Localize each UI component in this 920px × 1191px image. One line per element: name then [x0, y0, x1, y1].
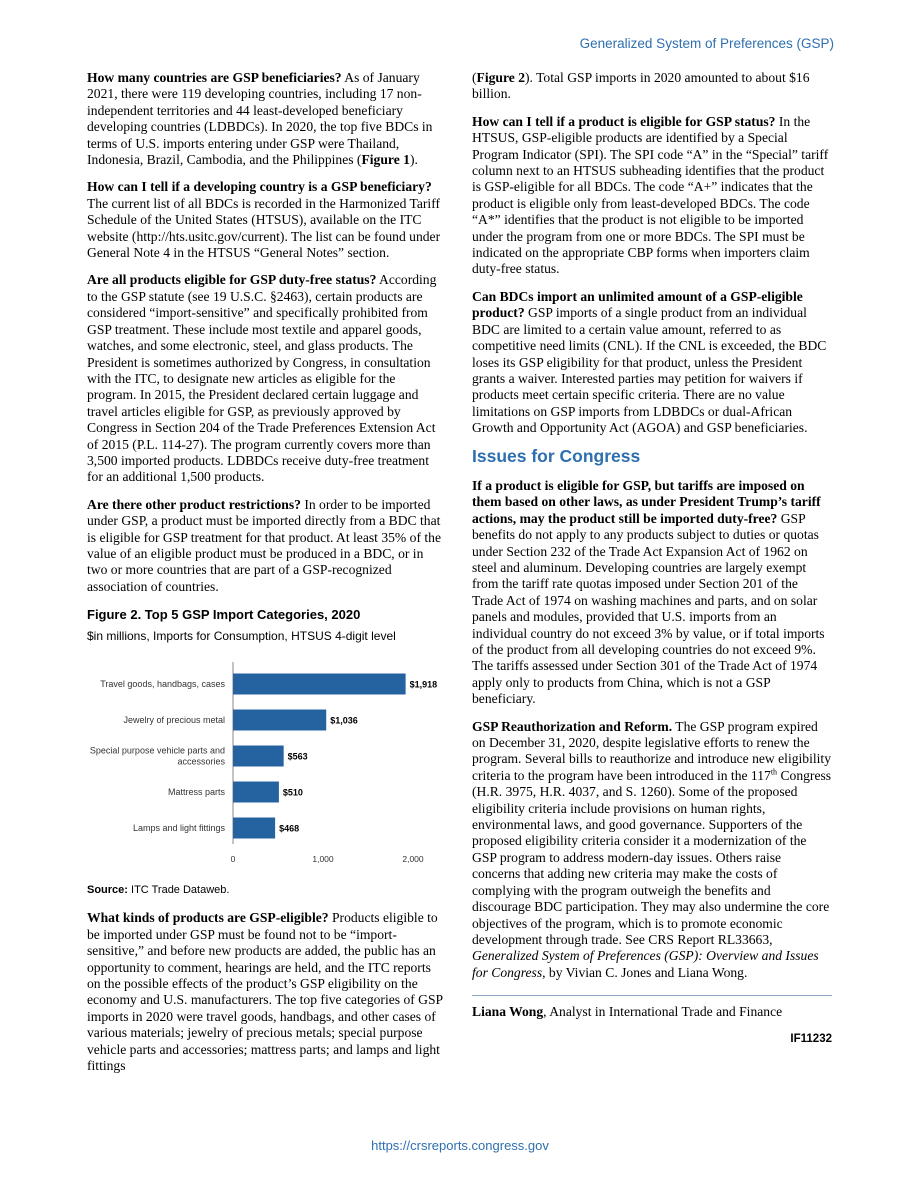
answer: GSP imports of a single product from an individual BDC are limited to a certain value amount, referred to as competitive need limits (CNL). If the CNL is exceeded, the BDC loses its GSP eligibility for that product, unless the President grants a waiver. Interested parties may petition for waivers if products meet certain specific criteria. There are no value limitations on GSP imports from LDBDCs or dual-African Growth and Opportunity Act (AGOA) and GSP beneficiaries.	[472, 305, 827, 436]
figure-subtitle: $in millions, Imports for Consumption, HTSUS 4-digit level	[87, 628, 396, 643]
data-label: $1,036	[330, 715, 358, 726]
category-label: accessories	[177, 756, 225, 767]
paragraph-product-restrictions	[87, 497, 447, 595]
author-name: Liana Wong	[472, 1004, 544, 1020]
product-number: IF11232	[790, 1032, 832, 1045]
author-divider	[472, 995, 832, 996]
category-label: Lamps and light fittings	[132, 823, 225, 833]
bar	[233, 818, 275, 839]
running-header: Generalized System of Preferences (GSP)	[579, 36, 834, 51]
data-label: $563	[287, 751, 308, 762]
section-heading: Issues for Congress	[472, 445, 641, 466]
x-tick-label: 0	[230, 854, 236, 864]
source-text: ITC Trade Dataweb.	[127, 884, 230, 896]
x-tick-label: 1,000	[312, 854, 334, 864]
paragraph-unlimited-amount	[472, 289, 832, 437]
text: ). Total GSP imports in 2020 amounted to about $16 billion.	[472, 70, 810, 102]
bar	[233, 674, 406, 695]
question: Are all products eligible for GSP duty-free status?	[87, 272, 377, 288]
paragraph-beneficiaries	[87, 70, 447, 168]
bar-chart	[87, 652, 447, 878]
answer-cont: Congress (H.R. 3975, H.R. 4037, and S. 1260). Some of the proposed eligibility criteria include provisions on human rights, environmental laws, and good governance. Supporters of the proposed eligibility criteria consider it a modernization of the GSP program to address modern-day issues. Others raise concerns that adding new criteria may make the costs of complying with the program outweigh the benefits and discourage BDC participation. They may also undermine the core objectives of the program, which is to promote economic development through trade. See CRS Report RL33663,	[472, 767, 832, 947]
category-label: Jewelry of precious metal	[123, 715, 225, 725]
bar	[233, 782, 279, 803]
report-title: Generalized System of Preferences (GSP): Overview and Issues for Congress	[472, 948, 819, 980]
question: Can BDCs import an unlimited amount of a GSP-eligible product?	[472, 288, 803, 321]
paragraph-products-eligible	[87, 272, 447, 485]
open-paren: (	[472, 70, 477, 85]
question: GSP Reauthorization and Reform.	[472, 718, 673, 734]
question: If a product is eligible for GSP, but tariffs are imposed on them based on other laws, as under President Trump’s tariff actions, may the product still be imported duty-free?	[472, 477, 821, 526]
paragraph-product-status	[472, 114, 832, 278]
superscript: th	[770, 767, 778, 777]
author-title: , Analyst in International Trade and Finance	[543, 1004, 783, 1020]
paragraph-tariffs	[472, 478, 832, 708]
answer: Products eligible to be imported under GSP must be found not to be “import-sensitive,” and before new products are added, the public has an opportunity to comment, hearings are held, and the ITC reports on the possible effects of the product’s GSP eligibility on the economy and U.S. manufacturers. The top five categories of GSP imports in 2020 were travel goods, handbags, and other cases of various materials; jewelry of precious metals; special purpose vehicle parts and accessories; mattress parts; and lamps and light fittings	[87, 910, 443, 1074]
question: How many countries are GSP beneficiaries?	[87, 70, 342, 85]
answer: The GSP program expired on December 31, 2020, despite legislative efforts to renew the program. Several bills to reauthorize and introduce new eligibility criteria to the program have been introduced in the 117	[472, 718, 831, 783]
answer: In order to be imported under GSP, a product must be imported directly from a BDC that is eligible for GSP treatment for that product. At least 35% of the value of an eligible product must be produced in a BDC, or in two or more countries that are part of a GSP-recognized association of countries.	[87, 496, 441, 594]
bar	[233, 710, 326, 731]
answer: The current list of all BDCs is recorded in the Harmonized Tariff Schedule of the United States (HTSUS), available on the ITC website (http://hts.usitc.gov/current). The list can be found under General Note 4 in the HTSUS “General Notes” section.	[87, 195, 441, 261]
bar	[233, 746, 284, 767]
question: What kinds of products are GSP-eligible?	[87, 910, 329, 926]
footer-url[interactable]: https://crsreports.congress.gov	[371, 1138, 549, 1153]
figure-ref: Figure 1	[361, 152, 410, 168]
answer: According to the GSP statute (see 19 U.S.C. §2463), certain products are considered “import-sensitive” and specifically prohibited from GSP treatment. These include most textile and apparel goods, watches, and some electronic, steel, and glass products. The President is sometimes authorized by Congress, in consultation with the ITC, to designate new articles as eligible for the program. In 2015, the President declared certain luggage and travel articles eligible for GSP, as previously approved by Congress in Section 204 of the Trade Preferences Extension Act of 2015 (P.L. 114-27). The program currently covers more than 3,500 imported products. LDBDCs receive duty-free treatment for an additional 1,500 products.	[87, 272, 437, 485]
category-label: Special purpose vehicle parts and	[89, 745, 225, 756]
data-label: $468	[279, 823, 300, 834]
category-label: Travel goods, handbags, cases	[100, 679, 225, 689]
answer: GSP benefits do not apply to any products subject to duties or quotas under Section 232 of the Trade Act Expansion Act of 1962 on steel and aluminum. Developing countries are largely exempt from the tariff rate quotas imposed under Section 201 of the Trade Act of 1974 on washing machines and parts, and on solar panels and modules, provided that U.S. imports from an individual country do not exceed 3% by value, or if total imports of the product from all developing countries do not exceed 9%. The tariffs assessed under Section 301 of the Trade Act of 1974 apply only to products from China, which is not a GSP beneficiary.	[472, 510, 825, 707]
figure-source	[87, 882, 447, 898]
answer-end: ).	[409, 152, 418, 168]
question: How can I tell if a developing country is a GSP beneficiary?	[87, 179, 432, 195]
author-line	[472, 1004, 832, 1020]
answer: As of January 2021, there were 119 developing countries, including 17 non-independent territories and 44 least-developed beneficiary developing countries (LDBDCs). In 2020, the top five BDCs in terms of U.S. imports entering under GSP were Thailand, Indonesia, Brazil, Cambodia, and the Philippines (	[87, 70, 433, 168]
answer: In the HTSUS, GSP-eligible products are identified by a Special Program Indicator (SPI). The SPI code “A” in the “Special” tariff column next to an HTSUS subheading identifies that the product is GSP-eligible for all BDCs. The code “A+” indicates that the product is eligible only from least-developed BDCs. The code “A*” identifies that the product is not eligible to be imported under the program from one or more BDCs. The SPI must be indicated on the appropriate CBP forms when importers claim duty-free status.	[472, 113, 829, 277]
answer-end: , by Vivian C. Jones and Liana Wong.	[542, 964, 748, 980]
question: Are there other product restrictions?	[87, 496, 301, 512]
left-column	[87, 70, 447, 1085]
question: How can I tell if a product is eligible for GSP status?	[472, 113, 776, 129]
paragraph-country-beneficiary	[87, 179, 447, 261]
figure-title: Figure 2. Top 5 GSP Import Categories, 2020	[87, 607, 361, 623]
paragraph-total-imports	[472, 70, 832, 103]
paragraph-reauthorization	[472, 719, 832, 982]
source-label: Source:	[87, 884, 128, 896]
x-tick-label: 2,000	[402, 854, 424, 864]
category-label: Mattress parts	[167, 787, 225, 797]
paragraph-gsp-eligible	[87, 910, 447, 1074]
right-column	[472, 70, 832, 1047]
figure-ref: Figure 2	[476, 70, 525, 85]
data-label: $1,918	[409, 679, 438, 690]
data-label: $510	[282, 787, 303, 798]
